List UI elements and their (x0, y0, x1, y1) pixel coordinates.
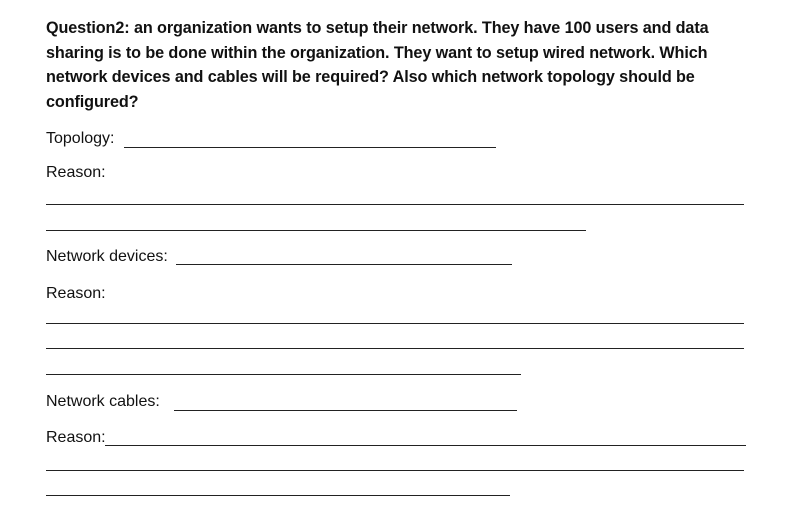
devices-label: Network devices: (46, 248, 168, 265)
topology-reason-label: Reason: (46, 164, 106, 181)
topology-label: Topology: (46, 130, 115, 147)
question-text (46, 16, 746, 114)
question-line: Question2: an organization wants to setup their network. They have 100 users and data (46, 19, 709, 37)
question-line: sharing is to be done within the organization. They want to setup wired network. Which (46, 43, 708, 62)
devices-reason-line[interactable] (46, 323, 744, 324)
cables-reason-line[interactable] (46, 495, 510, 496)
topology-reason-line[interactable] (46, 230, 586, 231)
cables-reason-line[interactable] (46, 470, 744, 471)
cables-reason-label: Reason: (46, 429, 106, 446)
question-line: network devices and cables will be required? Also which network topology should be (46, 68, 695, 86)
topology-answer-line[interactable] (124, 147, 496, 148)
devices-reason-line[interactable] (46, 348, 744, 349)
devices-answer-line[interactable] (176, 264, 512, 265)
cables-reason-line[interactable] (105, 445, 746, 446)
devices-reason-label: Reason: (46, 285, 106, 302)
cables-answer-line[interactable] (174, 410, 517, 411)
cables-label: Network cables: (46, 393, 160, 410)
devices-reason-line[interactable] (46, 374, 521, 375)
topology-reason-line[interactable] (46, 204, 744, 205)
question-line: configured? (46, 92, 139, 111)
